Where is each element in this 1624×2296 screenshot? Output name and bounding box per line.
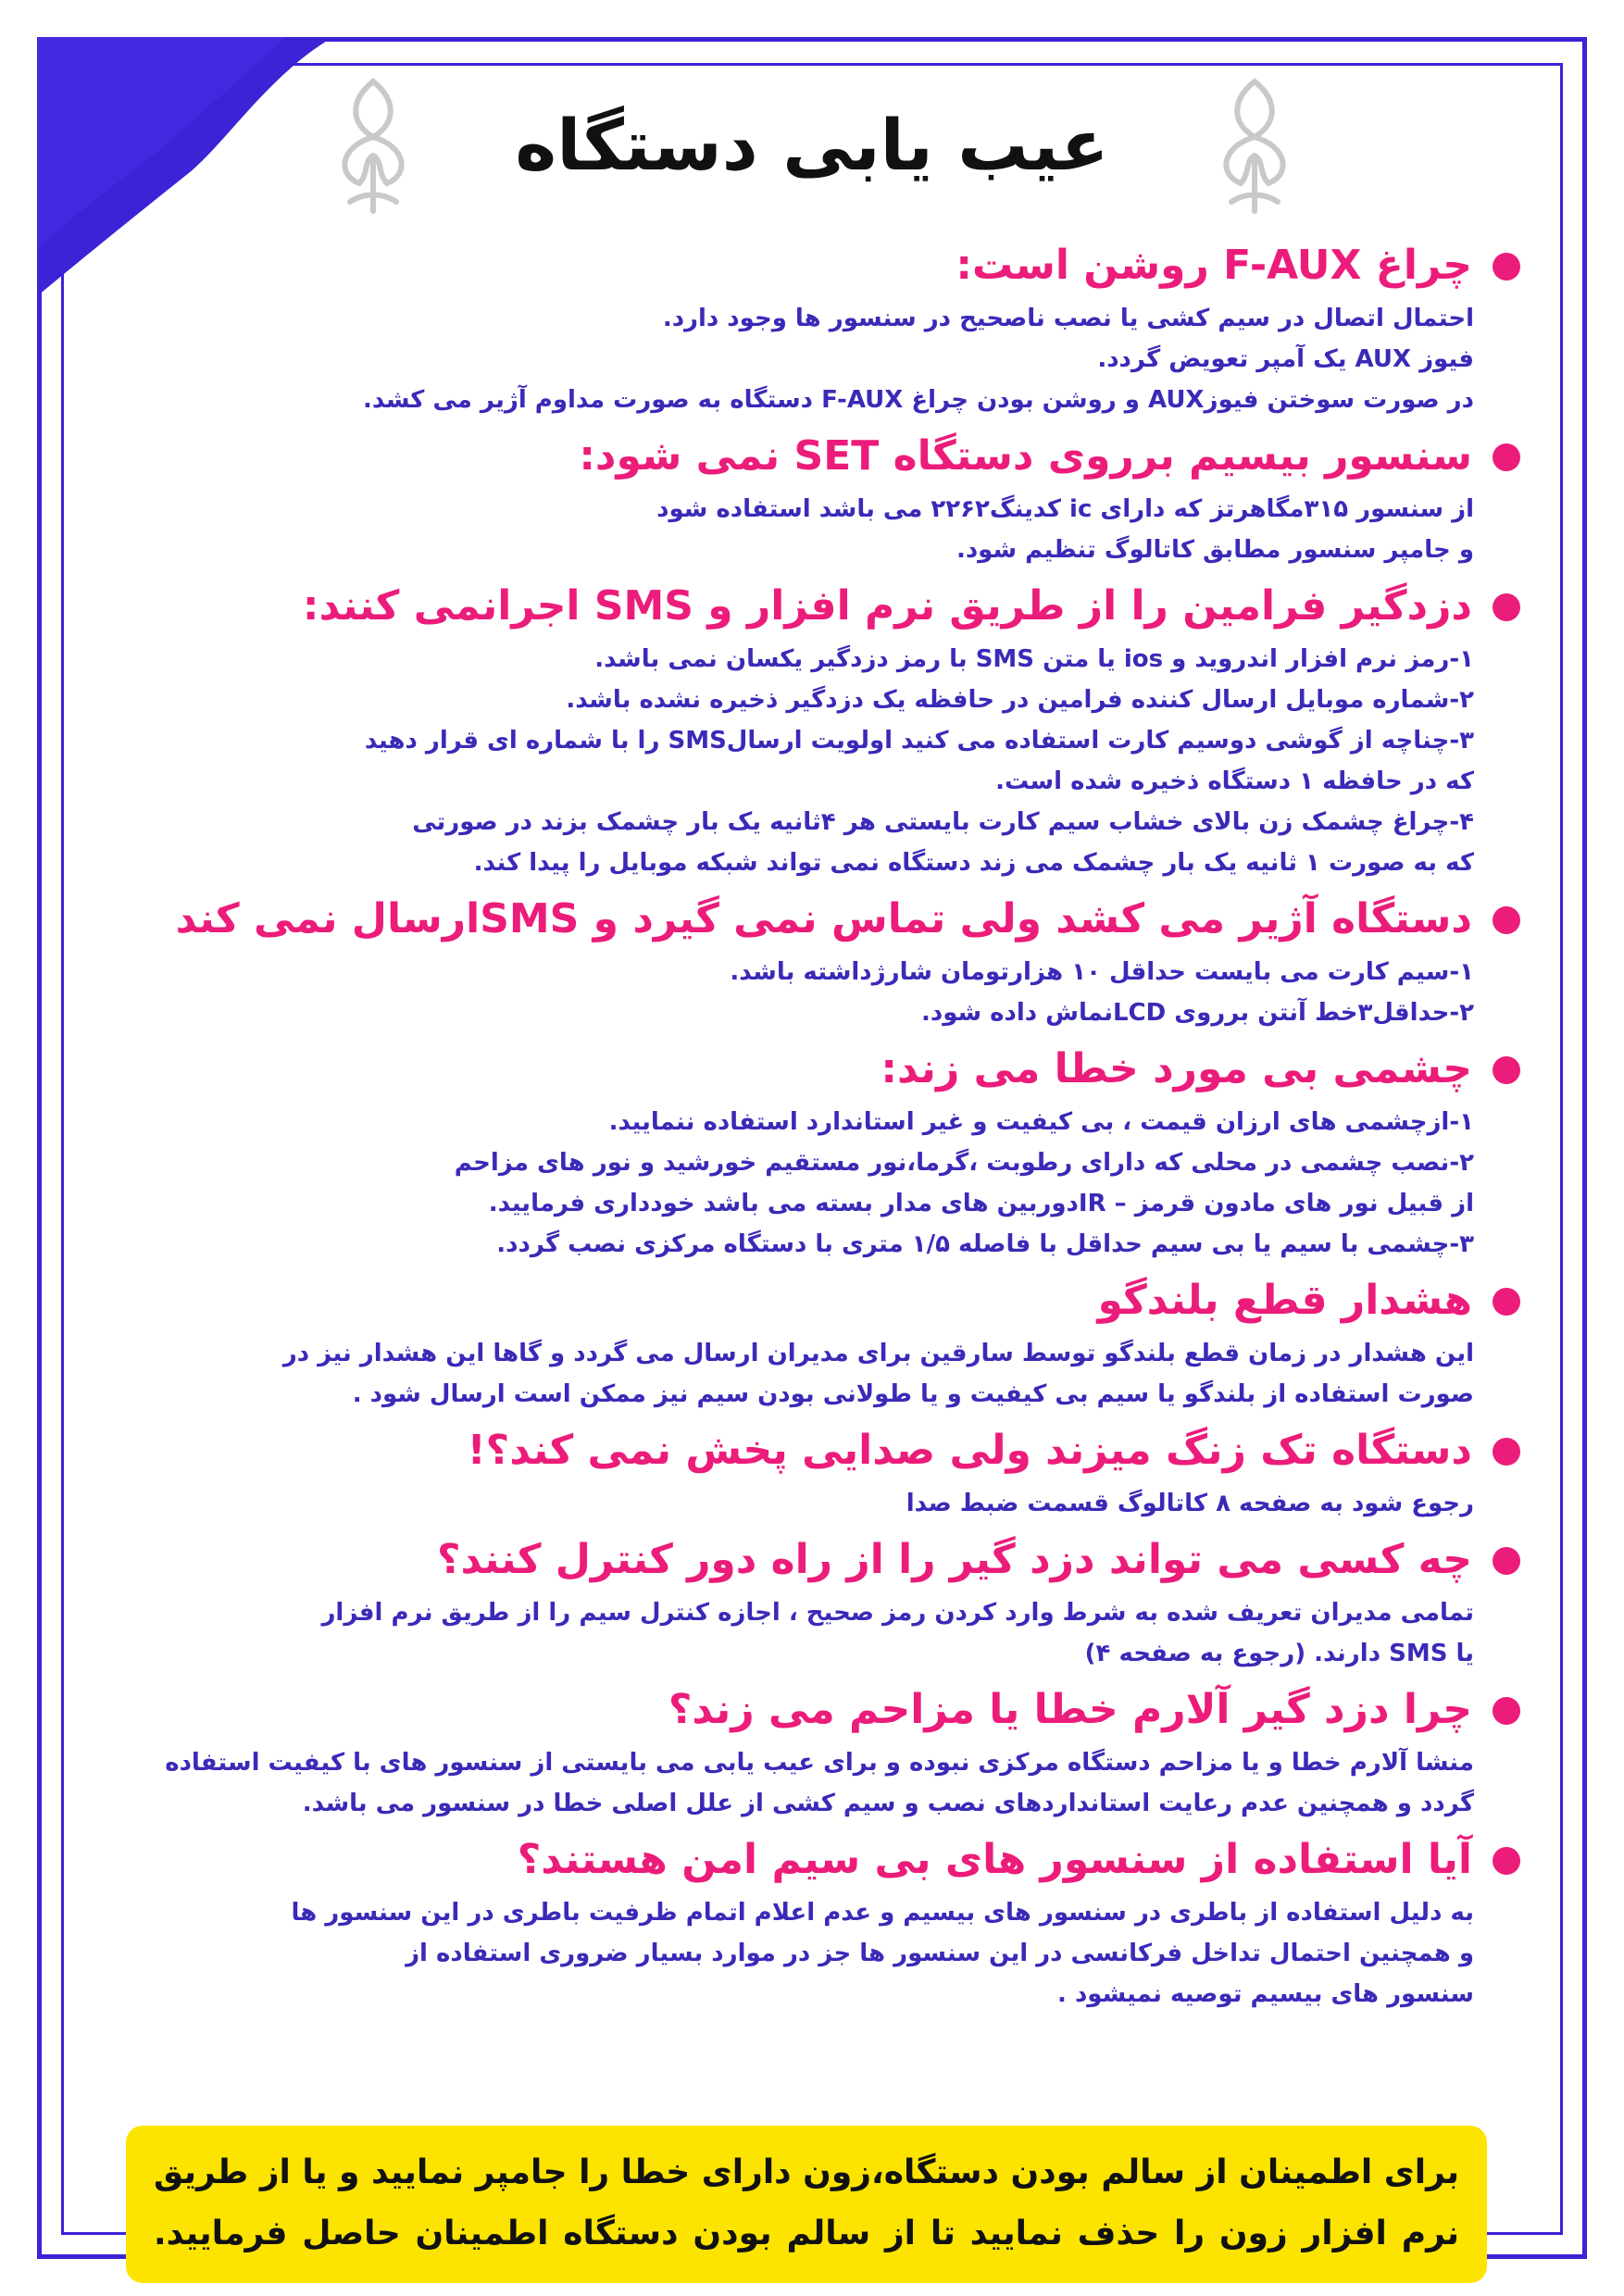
- section-body: [122, 1892, 1520, 2015]
- section-4: [122, 892, 1520, 1033]
- section-body: [122, 1102, 1520, 1265]
- section-heading-text: سنسور بیسیم برروی دستگاه SET نمی شود:: [579, 432, 1472, 480]
- body-line: ۳-چشمی با سیم یا بی سیم حداقل با فاصله ۱/۵ متری با دستگاه مرکزی نصب گردد.: [496, 1230, 1474, 1258]
- body-line: منشا آلارم خطا و یا مزاحم دستگاه مرکزی نبوده و برای عیب یابی می بایستی از سنسور های با کیفیت استفاده: [165, 1749, 1474, 1777]
- section-body: [122, 952, 1520, 1033]
- section-heading: [122, 580, 1520, 633]
- body-line: صورت استفاده از بلندگو یا سیم بی کیفیت و یا طولانی بودن سیم نیز ممکن است ارسال شود .: [352, 1380, 1474, 1408]
- section-9: [122, 1683, 1520, 1824]
- body-line: به دلیل استفاده از باطری در سنسور های بیسیم و عدم اعلام اتمام ظرفیت باطری در این سنسور ها: [291, 1899, 1474, 1927]
- bullet-dot-icon: [1493, 443, 1520, 471]
- section-body: [122, 489, 1520, 570]
- section-8: [122, 1533, 1520, 1674]
- section-5: [122, 1042, 1520, 1265]
- section-heading: [122, 239, 1520, 293]
- bullet-dot-icon: [1493, 593, 1520, 621]
- body-line: ۱-رمز نرم افزار اندروید و ios یا متن SMS با رمز دزدگیر یکسان نمی باشد.: [594, 645, 1474, 673]
- body-line: ۱-ازچشمی های ارزان قیمت ، بی کیفیت و غیر استاندارد استفاده ننمایید.: [608, 1108, 1474, 1136]
- body-line: در صورت سوختن فیوزAUX و روشن بودن چراغ F-AUX دستگاه به صورت مداوم آژیر می کشد.: [362, 386, 1474, 414]
- section-heading-text: چه کسی می تواند دزد گیر را از راه دور کنترل کنند؟: [436, 1536, 1472, 1583]
- section-2: [122, 430, 1520, 570]
- body-line: و جامپر سنسور مطابق کاتالوگ تنظیم شود.: [956, 536, 1474, 564]
- page-title: عیب یابی دستگاه: [515, 104, 1109, 186]
- bullet-dot-icon: [1493, 1847, 1520, 1875]
- body-line: ۲-حداقل۳خط آنتن برروی LCDنماش داده شود.: [921, 999, 1474, 1027]
- body-line: یا SMS دارند. (رجوع به صفحه ۴): [1084, 1640, 1474, 1667]
- bullet-dot-icon: [1493, 253, 1520, 281]
- section-6: [122, 1274, 1520, 1415]
- section-heading-text: هشدار قطع بلندگو: [1097, 1277, 1472, 1324]
- body-line: که به صورت ۱ ثانیه یک بار چشمک می زند دستگاه نمی تواند شبکه موبایل را پیدا کند.: [473, 849, 1474, 877]
- footer-line: برای اطمینان از سالم بودن دستگاه،زون دارای خطا را جامپر نمایید و یا از طریق: [154, 2153, 1459, 2191]
- bullet-dot-icon: [1493, 1697, 1520, 1725]
- body-line: ۲-شماره موبایل ارسال کننده فرامین در حافظه یک دزدگیر ذخیره نشده باشد.: [566, 686, 1474, 714]
- section-heading: [122, 1424, 1520, 1478]
- bullet-dot-icon: [1493, 906, 1520, 934]
- body-line: ۳-چناچه از گوشی دوسیم کارت استفاده می کنید اولویت ارسالSMS را با شماره ای قرار دهید: [364, 727, 1474, 755]
- section-10: [122, 1833, 1520, 2015]
- body-line: و همچنین احتمال تداخل فرکانسی در این سنسور ها جز در موارد بسیار ضروری استفاده از: [406, 1940, 1474, 1967]
- body-line: احتمال اتصال در سیم کشی یا نصب ناصحیح در سنسور ها وجود دارد.: [662, 305, 1474, 332]
- section-body: [122, 1333, 1520, 1415]
- body-line: که در حافظه ۱ دستگاه ذخیره شده است.: [995, 767, 1474, 795]
- section-body: [122, 1742, 1520, 1824]
- section-heading: [122, 1683, 1520, 1737]
- section-heading: [122, 1042, 1520, 1096]
- section-heading-text: چشمی بی مورد خطا می زند:: [881, 1045, 1472, 1092]
- body-line: رجوع شود به صفحه ۸ کاتالوگ قسمت ضبط صدا: [906, 1490, 1474, 1517]
- section-1: [122, 239, 1520, 420]
- section-7: [122, 1424, 1520, 1524]
- bullet-dot-icon: [1493, 1056, 1520, 1084]
- body-line: گردد و همچنین عدم رعایت استانداردهای نصب و سیم کشی از علل اصلی خطا در سنسور می باشد.: [302, 1790, 1474, 1817]
- body-line: ۲-نصب چشمی در محلی که دارای رطوبت ،گرما،نور مستقیم خورشید و نور های مزاحم: [454, 1149, 1474, 1177]
- body-line: ۴-چراغ چشمک زن بالای خشاب سیم کارت بایستی هر ۴ثانیه یک بار چشمک بزند در صورتی: [412, 808, 1474, 836]
- section-heading: [122, 430, 1520, 483]
- bullet-dot-icon: [1493, 1547, 1520, 1575]
- section-body: [122, 1483, 1520, 1524]
- body-line: تمامی مدیران تعریف شده به شرط وارد کردن رمز صحیح ، اجازه کنترل سیم را از طریق نرم افزار: [321, 1599, 1474, 1627]
- section-body: [122, 1592, 1520, 1674]
- section-heading: [122, 1833, 1520, 1887]
- section-heading-text: آیا استفاده از سنسور های بی سیم امن هستند؟: [517, 1836, 1472, 1883]
- section-body: [122, 298, 1520, 420]
- footer-line: نرم افزار زون را حذف نمایید تا از سالم بودن دستگاه اطمینان حاصل فرمایید.: [154, 2215, 1459, 2252]
- section-body: [122, 639, 1520, 883]
- section-heading-text: چراغ F-AUX روشن است:: [956, 242, 1472, 289]
- section-heading: [122, 1533, 1520, 1587]
- footer-note: [126, 2126, 1487, 2283]
- content-area: [122, 230, 1520, 2024]
- body-line: ۱-سیم کارت می بایست حداقل ۱۰ هزارتومان شارژداشته باشد.: [730, 958, 1474, 986]
- section-heading-text: دزدگیر فرامین را از طریق نرم افزار و SMS اجرانمی کنند:: [302, 582, 1472, 630]
- body-line: فیوز AUX یک آمپر تعویض گردد.: [1097, 345, 1474, 373]
- section-heading-text: چرا دزد گیر آلارم خطا یا مزاحم می زند؟: [668, 1686, 1472, 1733]
- section-heading-text: دستگاه تک زنگ میزند ولی صدایی پخش نمی کند؟!: [467, 1427, 1472, 1474]
- bullet-dot-icon: [1493, 1438, 1520, 1466]
- section-heading: [122, 1274, 1520, 1328]
- section-3: [122, 580, 1520, 883]
- body-line: از سنسور ۳۱۵مگاهرتز که دارای ic کدینگ۲۲۶۲ می باشد استفاده شود: [656, 495, 1474, 523]
- body-line: از قبیل نور های مادون قرمز – IRدوربین های مدار بسته می باشد خودداری فرمایید.: [488, 1190, 1474, 1217]
- body-line: سنسور های بیسیم توصیه نمیشود .: [1057, 1980, 1474, 2008]
- body-line: این هشدار در زمان قطع بلندگو توسط سارقین برای مدیران ارسال می گردد و گاها این هشدار نیز در: [282, 1340, 1474, 1367]
- bullet-dot-icon: [1493, 1288, 1520, 1316]
- section-heading-text: دستگاه آژیر می کشد ولی تماس نمی گیرد و SMSارسال نمی کند: [175, 895, 1472, 942]
- section-heading: [122, 892, 1520, 946]
